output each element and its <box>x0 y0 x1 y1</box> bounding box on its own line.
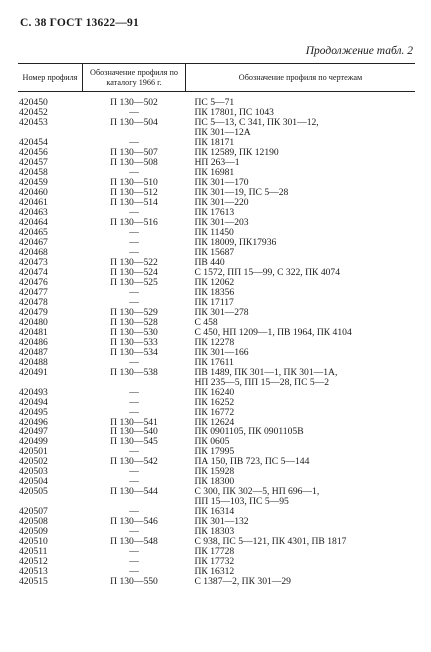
column-header-number: Номер профиля <box>18 64 83 92</box>
drawing-designation-cell: ПК 301—170 <box>194 176 249 188</box>
catalog-designation-cell: — <box>129 396 139 408</box>
profile-number-cell: 420501 <box>19 446 48 458</box>
drawing-designation-cell: С 450, НП 1209—1, ПВ 1964, ПК 4104 <box>194 326 352 338</box>
drawing-designation-cell: С 1387—2, ПК 301—29 <box>194 576 291 588</box>
catalog-designation-cell: П 130—510 <box>110 176 158 188</box>
profile-number-cell: 420467 <box>19 236 48 248</box>
profile-number-cell: 420487 <box>19 346 48 358</box>
drawing-designation-cell: ПК 17613 <box>194 206 235 218</box>
profile-number-cell: 420512 <box>19 556 48 568</box>
catalog-designation-cell: П 130—544 <box>110 486 158 498</box>
profile-number-cell: 420476 <box>19 276 48 288</box>
profile-number-cell: 420486 <box>19 336 48 348</box>
column-header-drawings: Обозначение профиля по чертежам <box>186 64 416 92</box>
catalog-designation-cell: — <box>129 546 139 558</box>
drawing-designation-cell: ПК 301—203 <box>194 216 249 228</box>
drawing-designation-cell: ПК 12062 <box>194 276 235 288</box>
profile-number-cell: 420459 <box>19 176 48 188</box>
catalog-designation-cell: — <box>129 226 139 238</box>
table-row <box>18 408 415 418</box>
profile-number-cell: 420452 <box>19 106 48 118</box>
drawing-designation-cell: ПК 17611 <box>194 356 234 368</box>
drawing-designation-cell: С 1572, ПП 15—99, С 322, ПК 4074 <box>194 266 341 278</box>
catalog-designation-cell: П 130—541 <box>110 416 158 428</box>
catalog-designation-cell: — <box>129 286 139 298</box>
catalog-designation-cell: — <box>129 386 139 398</box>
profile-number-cell: 420510 <box>19 536 48 548</box>
catalog-designation-cell: П 130—529 <box>110 306 158 318</box>
profile-number-cell: 420479 <box>19 306 48 318</box>
catalog-designation-cell: П 130—548 <box>110 536 158 548</box>
catalog-designation-cell: П 130—512 <box>110 186 158 198</box>
profiles-table <box>18 63 415 587</box>
drawing-designation-cell: ПК 16981 <box>194 166 235 178</box>
drawing-designation-cell: ПК 301—278 <box>194 306 249 318</box>
drawing-designation-cell: С 938, ПС 5—121, ПК 4301, ПВ 1817 <box>194 536 347 548</box>
profile-number-cell: 420504 <box>19 476 48 488</box>
profile-number-cell: 420463 <box>19 206 48 218</box>
catalog-designation-cell: — <box>129 206 139 218</box>
catalog-designation-cell: — <box>129 236 139 248</box>
drawing-designation-cell: ПК 12278 <box>194 336 235 348</box>
catalog-designation-cell: П 130—540 <box>110 426 158 438</box>
drawing-designation-cell: НП 235—5, ПП 15—28, ПС 5—2 <box>194 376 330 388</box>
catalog-designation-cell: — <box>129 166 139 178</box>
profile-number-cell: 420503 <box>19 466 48 478</box>
catalog-designation-cell: — <box>129 446 139 458</box>
drawing-designation-cell: ПК 17995 <box>194 446 235 458</box>
drawing-designation-cell: ПК 16312 <box>194 566 235 578</box>
catalog-designation-cell: П 130—525 <box>110 276 158 288</box>
profile-number-cell: 420513 <box>19 566 48 578</box>
profile-number-cell: 420468 <box>19 246 48 258</box>
profile-number-cell: 420481 <box>19 326 48 338</box>
profile-number-cell: 420464 <box>19 216 48 228</box>
drawing-designation-cell: ПК 12589, ПК 12190 <box>194 146 279 158</box>
catalog-designation-cell: П 130—542 <box>110 456 158 468</box>
profile-number-cell: 420465 <box>19 226 48 238</box>
catalog-designation-cell: П 130—530 <box>110 326 158 338</box>
catalog-designation-cell: П 130—550 <box>110 576 158 588</box>
profile-number-cell: 420473 <box>19 256 48 268</box>
profile-number-cell: 420493 <box>19 386 48 398</box>
profile-number-cell: 420460 <box>19 186 48 198</box>
drawing-designation-cell: ПС 5—13, С 341, ПК 301—12, <box>194 116 319 128</box>
catalog-designation-cell: П 130—522 <box>110 256 158 268</box>
catalog-designation-cell: П 130—538 <box>110 366 158 378</box>
drawing-designation-cell: ПК 17728 <box>194 546 235 558</box>
table-continuation-caption: Продолжение табл. 2 <box>305 45 413 57</box>
catalog-designation-cell: — <box>129 406 139 418</box>
profile-number-cell: 420515 <box>19 576 48 588</box>
drawing-designation-cell: ПК 18171 <box>194 136 235 148</box>
profile-number-cell: 420508 <box>19 516 48 528</box>
drawing-designation-cell: С 300, ПК 302—5, НП 696—1, <box>194 486 320 498</box>
drawing-designation-cell: ПК 301—220 <box>194 196 249 208</box>
drawing-designation-cell: ПВ 440 <box>194 256 225 268</box>
profile-number-cell: 420491 <box>19 366 48 378</box>
catalog-designation-cell: — <box>129 356 139 368</box>
drawing-designation-cell: ПС 5—71 <box>194 97 235 108</box>
profile-number-cell: 420488 <box>19 356 48 368</box>
profile-number-cell: 420499 <box>19 436 48 448</box>
drawing-designation-cell: С 458 <box>194 316 218 328</box>
profile-number-cell: 420478 <box>19 296 48 308</box>
catalog-designation-cell: — <box>129 526 139 538</box>
catalog-designation-cell: П 130—533 <box>110 336 158 348</box>
profile-number-cell: 420474 <box>19 266 48 278</box>
catalog-designation-cell: П 130—528 <box>110 316 158 328</box>
drawing-designation-cell: ПК 18009, ПК17936 <box>194 236 277 248</box>
drawing-designation-cell: ПК 301—132 <box>194 516 249 528</box>
drawing-designation-cell: ПК 17732 <box>194 556 235 568</box>
profile-number-cell: 420450 <box>19 97 48 108</box>
profile-number-cell: 420507 <box>19 506 48 518</box>
profile-number-cell: 420461 <box>19 196 48 208</box>
profile-number-cell: 420457 <box>19 156 48 168</box>
drawing-designation-cell: ПК 12624 <box>194 416 235 428</box>
drawing-designation-cell: ПК 16772 <box>194 406 235 418</box>
drawing-designation-cell: ПП 15—103, ПС 5—95 <box>194 496 289 508</box>
profile-number-cell: 420453 <box>19 116 48 128</box>
drawing-designation-cell: ПА 150, ПВ 723, ПС 5—144 <box>194 456 310 468</box>
drawing-designation-cell: ПВ 1489, ПК 301—1, ПК 301—1А, <box>194 366 338 378</box>
drawing-designation-cell: ПК 15687 <box>194 246 235 258</box>
drawing-designation-cell: ПК 0605 <box>194 436 230 448</box>
drawing-designation-cell: ПК 17117 <box>194 296 234 308</box>
profile-number-cell: 420511 <box>19 546 48 558</box>
table-header-row <box>18 64 415 92</box>
profile-number-cell: 420497 <box>19 426 48 438</box>
drawing-designation-cell: ПК 11450 <box>194 226 234 238</box>
drawing-designation-cell: ПК 0901105, ПК 0901105В <box>194 426 304 438</box>
catalog-designation-cell: П 130—524 <box>110 266 158 278</box>
table-row <box>18 577 415 587</box>
profile-number-cell: 420509 <box>19 526 48 538</box>
profile-number-cell: 420454 <box>19 136 48 148</box>
drawing-designation-cell: ПК 16252 <box>194 396 235 408</box>
profile-number-cell: 420477 <box>19 286 48 298</box>
catalog-designation-cell: П 130—514 <box>110 196 158 208</box>
profile-number-cell: 420458 <box>19 166 48 178</box>
profile-number-cell: 420456 <box>19 146 48 158</box>
catalog-designation-cell: П 130—502 <box>110 97 158 108</box>
profile-number-cell: 420480 <box>19 316 48 328</box>
catalog-designation-cell: — <box>129 106 139 118</box>
drawing-designation-cell: ПК 301—19, ПС 5—28 <box>194 186 289 198</box>
drawing-designation-cell: ПК 16314 <box>194 506 235 518</box>
profile-number-cell: 420494 <box>19 396 48 408</box>
table-row <box>18 92 415 108</box>
drawing-designation-cell: ПК 301—166 <box>194 346 249 358</box>
drawing-designation-cell: ПК 16240 <box>194 386 235 398</box>
drawing-designation-cell: ПК 18356 <box>194 286 235 298</box>
catalog-designation-cell: — <box>129 506 139 518</box>
profile-number-cell: 420505 <box>19 486 48 498</box>
catalog-designation-cell: П 130—546 <box>110 516 158 528</box>
drawing-designation-cell: ПК 18300 <box>194 476 235 488</box>
catalog-designation-cell: П 130—534 <box>110 346 158 358</box>
catalog-designation-cell: — <box>129 556 139 568</box>
catalog-designation-cell: П 130—545 <box>110 436 158 448</box>
drawing-designation-cell: НП 263—1 <box>194 156 240 168</box>
profile-number-cell: 420495 <box>19 406 48 418</box>
catalog-designation-cell: П 130—516 <box>110 216 158 228</box>
page-header: С. 38 ГОСТ 13622—91 <box>20 17 139 29</box>
catalog-designation-cell: П 130—504 <box>110 116 158 128</box>
catalog-designation-cell: — <box>129 246 139 258</box>
catalog-designation-cell: П 130—508 <box>110 156 158 168</box>
drawing-designation-cell: ПК 18303 <box>194 526 235 538</box>
drawing-designation-cell: ПК 301—12А <box>194 126 251 138</box>
column-header-catalog: Обозначение профиля по каталогу 1966 г. <box>83 64 186 92</box>
catalog-designation-cell: — <box>129 466 139 478</box>
drawing-designation-cell: ПК 17801, ПС 1043 <box>194 106 274 118</box>
catalog-designation-cell: — <box>129 566 139 578</box>
drawing-designation-cell: ПК 15928 <box>194 466 235 478</box>
profile-number-cell: 420502 <box>19 456 48 468</box>
catalog-designation-cell: П 130—507 <box>110 146 158 158</box>
profile-number-cell: 420496 <box>19 416 48 428</box>
catalog-designation-cell: — <box>129 296 139 308</box>
catalog-designation-cell: — <box>129 136 139 148</box>
catalog-designation-cell: — <box>129 476 139 488</box>
